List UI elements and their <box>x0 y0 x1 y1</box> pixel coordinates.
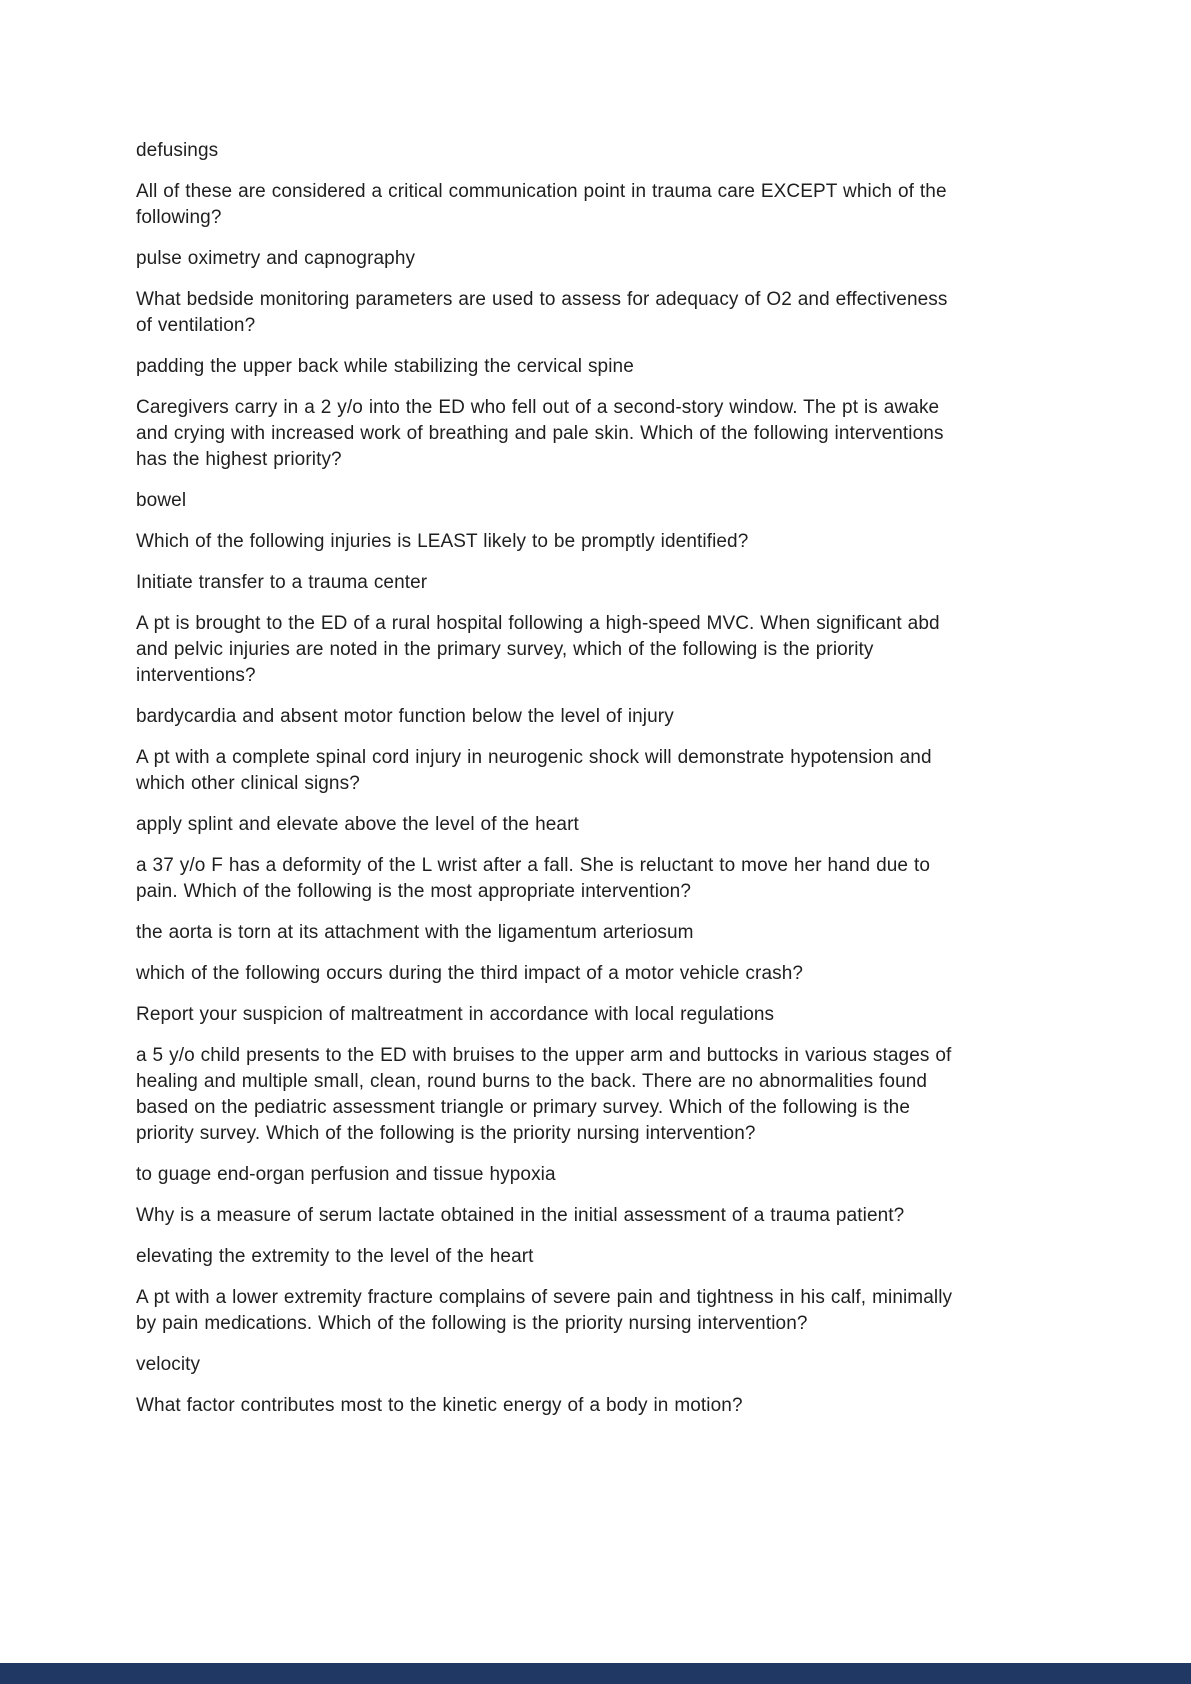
paragraph: Why is a measure of serum lactate obtained in the initial assessment of a trauma patient? <box>136 1205 905 1226</box>
paragraph: elevating the extremity to the level of the heart <box>136 1246 534 1267</box>
paragraph: velocity <box>136 1354 201 1375</box>
paragraph: A pt is brought to the ED of a rural hospital following a high-speed MVC. When significant abd and pelvic injuries are noted in the primary survey, which of the following is the priority interventions? <box>136 613 940 686</box>
paragraph: A pt with a lower extremity fracture complains of severe pain and tightness in his calf, minimally by pain medications. Which of the following is the priority nursing intervention? <box>136 1287 953 1334</box>
paragraph: a 5 y/o child presents to the ED with bruises to the upper arm and buttocks in various stages of healing and multiple small, clean, round burns to the back. There are no abnormalities found based on the pediatric assessment triangle or primary survey. Which of the following is the priority survey. Which of the following is the priority nursing intervention? <box>136 1045 952 1144</box>
paragraph: the aorta is torn at its attachment with the ligamentum arteriosum <box>136 922 694 943</box>
paragraph: What bedside monitoring parameters are used to assess for adequacy of O2 and effectiveness of ventilation? <box>136 289 948 336</box>
page-bottom-bar <box>0 1663 1191 1684</box>
paragraph: bowel <box>136 490 187 511</box>
paragraph: a 37 y/o F has a deformity of the L wrist after a fall. She is reluctant to move her hand due to pain. Which of the following is the most appropriate intervention? <box>136 855 931 902</box>
paragraph: A pt with a complete spinal cord injury in neurogenic shock will demonstrate hypotension and which other clinical signs? <box>136 747 932 794</box>
paragraph: Initiate transfer to a trauma center <box>136 572 428 593</box>
paragraph: padding the upper back while stabilizing the cervical spine <box>136 356 634 377</box>
paragraph: apply splint and elevate above the level of the heart <box>136 814 579 835</box>
paragraph: pulse oximetry and capnography <box>136 248 416 269</box>
paragraph: to guage end-organ perfusion and tissue hypoxia <box>136 1164 556 1185</box>
paragraph: What factor contributes most to the kinetic energy of a body in motion? <box>136 1395 743 1416</box>
paragraph: which of the following occurs during the third impact of a motor vehicle crash? <box>136 963 804 984</box>
paragraph: Report your suspicion of maltreatment in accordance with local regulations <box>136 1004 775 1025</box>
paragraph: bardycardia and absent motor function below the level of injury <box>136 706 674 727</box>
paragraph: defusings <box>136 140 219 161</box>
paragraph: Which of the following injuries is LEAST likely to be promptly identified? <box>136 531 749 552</box>
paragraph: All of these are considered a critical communication point in trauma care EXCEPT which of the following? <box>136 181 947 228</box>
paragraph: Caregivers carry in a 2 y/o into the ED who fell out of a second-story window. The pt is awake and crying with increased work of breathing and pale skin. Which of the following interventions has the highest priority? <box>136 397 944 470</box>
